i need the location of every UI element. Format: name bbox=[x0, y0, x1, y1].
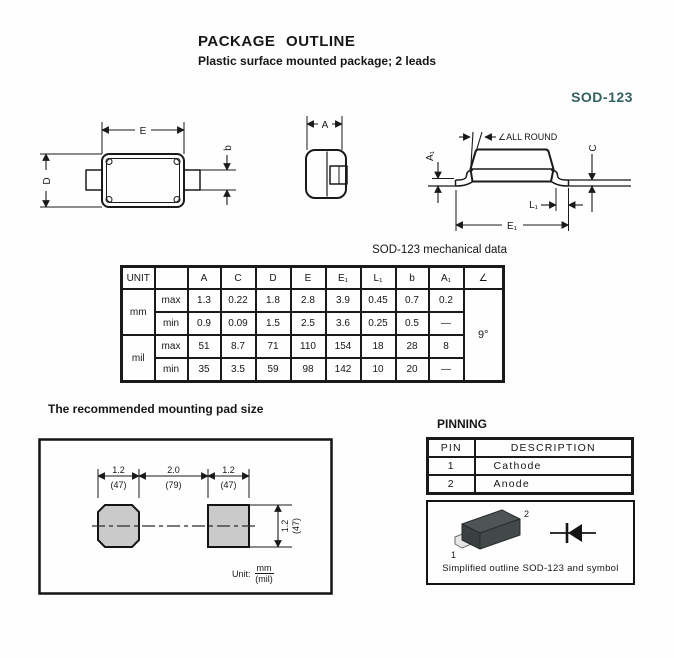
table-row bbox=[428, 457, 633, 475]
pad-dim-mil: (79) bbox=[165, 480, 182, 490]
dim-label-A: A bbox=[321, 120, 329, 131]
table-row: mm max 1.3 0.22 1.8 2.8 3.9 0.45 0.7 0.2 9° bbox=[122, 289, 504, 312]
col-header-e1: E₁ bbox=[326, 267, 361, 290]
unit-mm-cell: mm bbox=[122, 289, 155, 335]
pin-number: 2 bbox=[428, 475, 475, 494]
top-view-drawing bbox=[30, 105, 245, 220]
dim-label-E: E bbox=[139, 126, 147, 137]
pin-number: 1 bbox=[428, 457, 475, 475]
col-header-l1: L₁ bbox=[361, 267, 396, 290]
pinning-table bbox=[426, 437, 634, 495]
mech-table-caption: SOD-123 mechanical data bbox=[372, 244, 507, 256]
pad-dim-mil: (47) bbox=[220, 480, 237, 490]
mechanical-data-table bbox=[120, 265, 505, 383]
package-3d-and-symbol bbox=[428, 502, 633, 562]
unit-mil-cell: mil bbox=[122, 335, 155, 382]
col-header-pin: PIN bbox=[428, 439, 475, 458]
mounting-pad-diagram bbox=[38, 438, 333, 595]
table-row: min 35 3.5 59 98 142 10 20 — bbox=[122, 358, 504, 382]
pad-dim-mil: (47) bbox=[110, 480, 127, 490]
unit-prefix: Unit: bbox=[232, 568, 251, 579]
dim-label-L1: L₁ bbox=[529, 200, 538, 211]
pad-dim-mm: 2.0 bbox=[167, 465, 180, 475]
pad-dim-mm: 1.2 bbox=[222, 465, 235, 475]
col-header-c: C bbox=[221, 267, 256, 290]
page-title: PACKAGE OUTLINE bbox=[198, 33, 356, 50]
dim-label-D: D bbox=[42, 177, 53, 185]
outline-caption: Simplified outline SOD-123 and symbol bbox=[442, 563, 619, 574]
pad-dim-mm: 1.2 bbox=[112, 465, 125, 475]
col-header-angle: ∠ bbox=[464, 267, 504, 290]
pin2-label: 2 bbox=[524, 509, 530, 519]
pad-dim-mil: (47) bbox=[291, 517, 301, 535]
pin-description: Cathode bbox=[475, 457, 633, 475]
unit-fraction: $\frac{mm}{\text{(mil)}}$ bbox=[255, 563, 273, 585]
col-header-description: DESCRIPTION bbox=[475, 439, 633, 458]
pin1-label: 1 bbox=[451, 550, 457, 560]
dim-label-E1: E₁ bbox=[506, 221, 518, 232]
package-name-label: SOD-123 bbox=[571, 89, 633, 105]
dim-label-C: C bbox=[588, 144, 599, 152]
col-header-b: b bbox=[396, 267, 429, 290]
pinning-heading: PINNING bbox=[437, 417, 488, 431]
unit-note bbox=[232, 563, 274, 585]
mech-header-row bbox=[122, 267, 504, 290]
pinning-header-row bbox=[428, 439, 633, 458]
end-view-drawing bbox=[285, 105, 380, 215]
table-row: mil max 51 8.7 71 110 154 18 28 8 bbox=[122, 335, 504, 358]
pad-section-heading: The recommended mounting pad size bbox=[48, 402, 264, 416]
angle-value-cell: 9° bbox=[464, 289, 504, 382]
dim-label-A1: A₁ bbox=[425, 150, 436, 162]
mounting-pad-drawing bbox=[38, 438, 333, 595]
pad-dim-mm: 1.2 bbox=[280, 519, 290, 533]
note-all-round: ∠ALL ROUND bbox=[498, 132, 558, 142]
col-header-unit: UNIT bbox=[122, 267, 155, 290]
col-header-blank bbox=[155, 267, 188, 290]
page-subtitle: Plastic surface mounted package; 2 leads bbox=[198, 54, 437, 68]
col-header-a: A bbox=[188, 267, 221, 290]
col-header-e: E bbox=[291, 267, 326, 290]
table-row: min 0.9 0.09 1.5 2.5 3.6 0.25 0.5 — bbox=[122, 312, 504, 335]
simplified-outline-box bbox=[426, 500, 635, 585]
col-header-a1: A₁ bbox=[429, 267, 464, 290]
dim-label-b: b bbox=[223, 145, 234, 151]
pin-description: Anode bbox=[475, 475, 633, 494]
table-row bbox=[428, 475, 633, 494]
col-header-d: D bbox=[256, 267, 291, 290]
diode-symbol bbox=[550, 523, 596, 543]
side-view-drawing bbox=[420, 108, 670, 238]
package-3d-icon bbox=[455, 510, 520, 549]
